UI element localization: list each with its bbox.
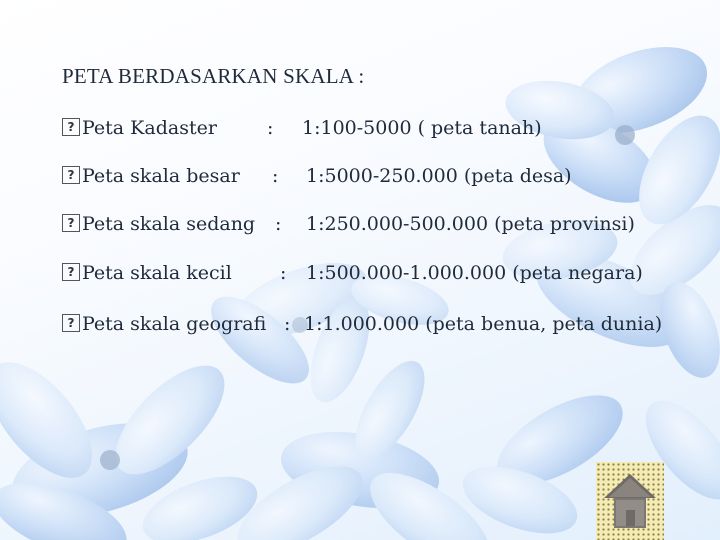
list-item-colon: : — [280, 262, 287, 284]
list-item-peta-skala-besar — [62, 164, 572, 188]
home-icon — [602, 472, 658, 534]
list-item-value: 1:5000-250.000 (peta desa) — [306, 165, 572, 187]
missing-glyph-box-icon — [62, 166, 80, 184]
home-nav-button[interactable] — [596, 462, 664, 540]
list-item-value: 1:250.000-500.000 (peta provinsi) — [306, 213, 635, 235]
missing-glyph-box-icon — [62, 263, 80, 281]
list-item-label: Peta Kadaster — [82, 117, 217, 139]
list-item-label: Peta skala kecil — [82, 262, 232, 284]
list-item-value: 1:1.000.000 (peta benua, peta dunia) — [304, 313, 663, 335]
list-item-peta-kadaster — [62, 116, 542, 140]
list-item-value: 1:100-5000 ( peta tanah) — [302, 117, 542, 139]
missing-glyph-box-icon — [62, 214, 80, 232]
list-item-label: Peta skala sedang — [82, 213, 256, 235]
list-item-colon: : — [284, 313, 291, 335]
missing-glyph-box-icon — [62, 314, 80, 332]
missing-glyph-box-icon — [62, 118, 80, 136]
list-item-label: Peta skala besar — [82, 165, 240, 187]
slide-title: PETA BERDASARKAN SKALA : — [62, 64, 365, 88]
list-item-label: Peta skala geografi — [82, 313, 267, 335]
list-item-value: 1:500.000-1.000.000 (peta negara) — [306, 262, 643, 284]
list-item-peta-skala-sedang — [62, 212, 635, 236]
list-item-colon: : — [267, 117, 274, 139]
list-item-colon: : — [272, 165, 279, 187]
list-item-peta-skala-geografi — [62, 312, 663, 336]
list-item-colon: : — [275, 213, 282, 235]
list-item-peta-skala-kecil — [62, 261, 643, 285]
